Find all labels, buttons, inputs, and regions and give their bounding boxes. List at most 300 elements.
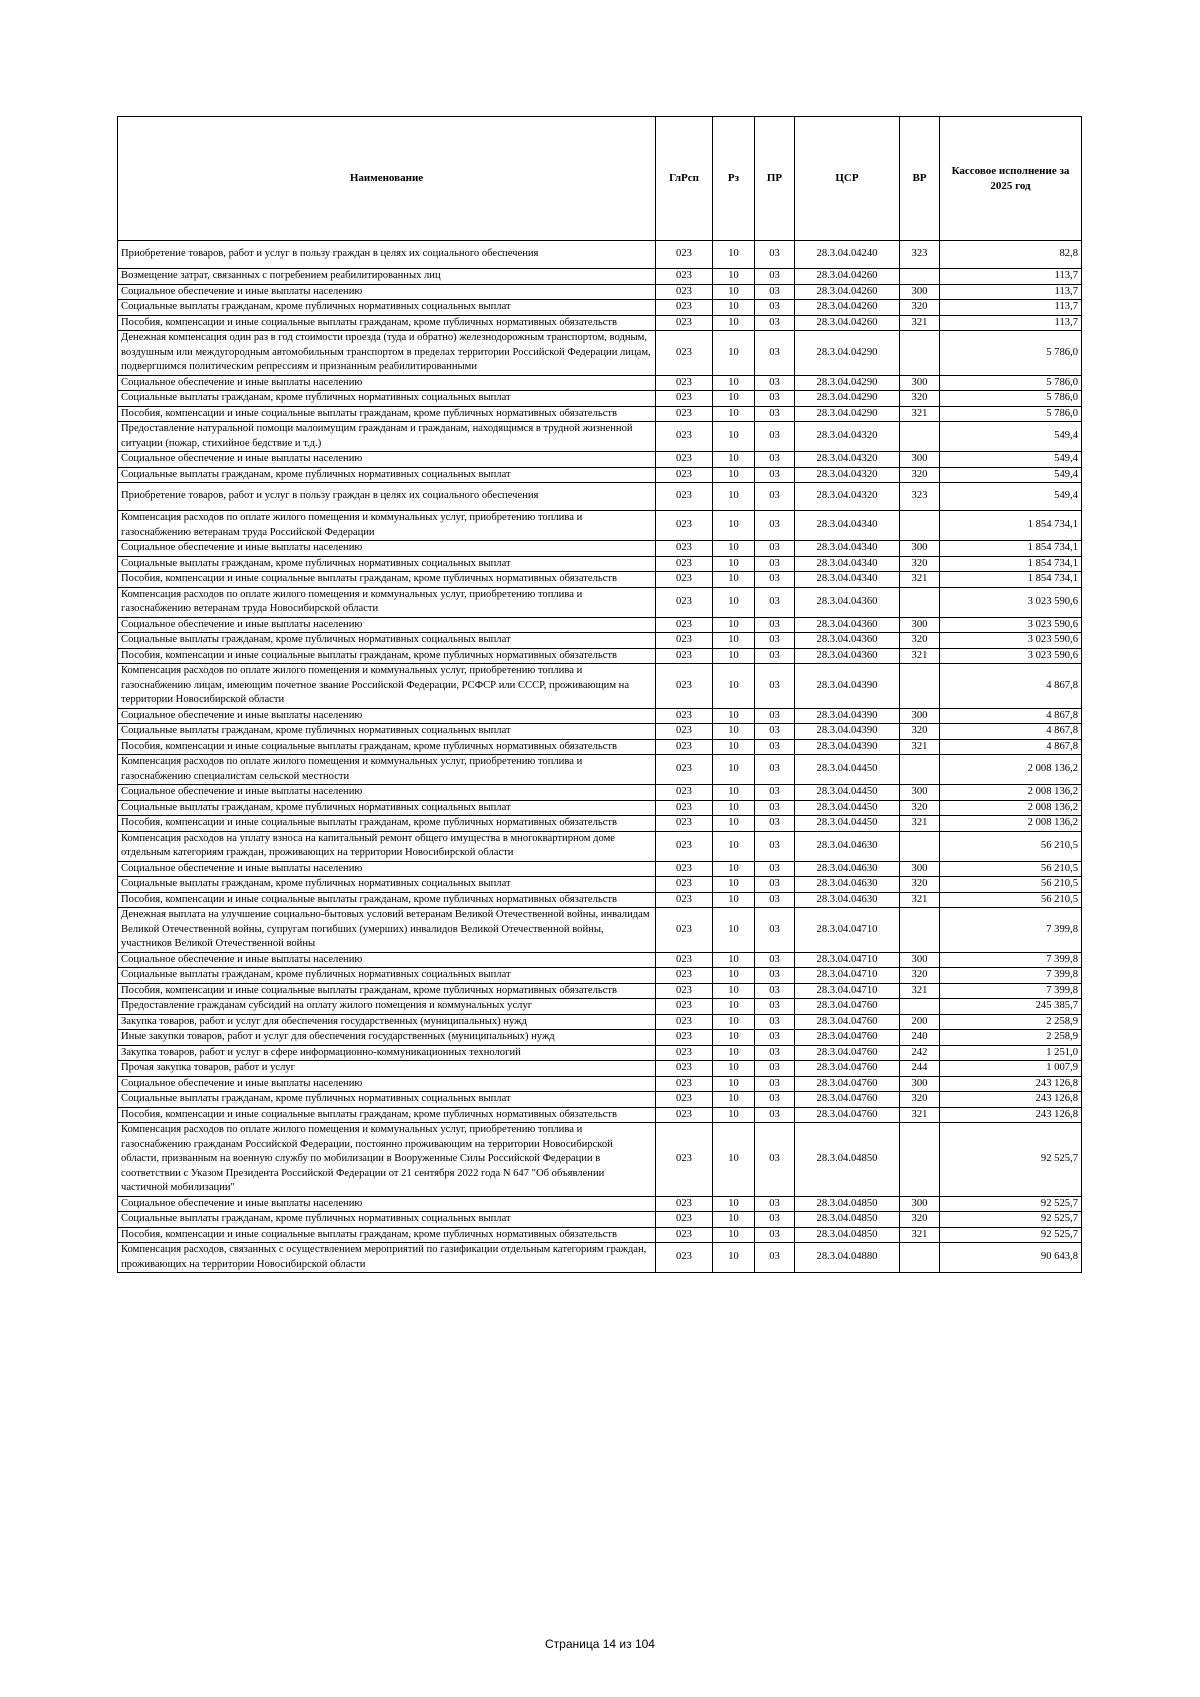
table-row: [118, 587, 1082, 617]
cell-name: Пособия, компенсации и иные социальные выплаты гражданам, кроме публичных нормативных обязательств: [118, 1227, 656, 1243]
cell-rz: 10: [713, 1123, 755, 1197]
cell-grs: 023: [656, 724, 713, 740]
cell-rz: 10: [713, 467, 755, 483]
cell-vr: 242: [900, 1045, 940, 1061]
table-row: [118, 664, 1082, 709]
cell-rz: 10: [713, 541, 755, 557]
table-row: [118, 467, 1082, 483]
table-row: [118, 1014, 1082, 1030]
cell-csr: 28.3.04.04630: [795, 831, 900, 861]
cell-amount: 56 210,5: [940, 831, 1082, 861]
cell-grs: 023: [656, 467, 713, 483]
table-row: [118, 391, 1082, 407]
cell-pr: 03: [755, 315, 795, 331]
cell-amount: 92 525,7: [940, 1212, 1082, 1228]
table-row: [118, 1076, 1082, 1092]
cell-pr: 03: [755, 877, 795, 893]
cell-csr: 28.3.04.04760: [795, 999, 900, 1015]
table-row: [118, 269, 1082, 285]
cell-name: Пособия, компенсации и иные социальные выплаты гражданам, кроме публичных нормативных обязательств: [118, 315, 656, 331]
cell-amount: 92 525,7: [940, 1123, 1082, 1197]
cell-csr: 28.3.04.04760: [795, 1045, 900, 1061]
cell-pr: 03: [755, 483, 795, 511]
cell-grs: 023: [656, 755, 713, 785]
page-number: Страница 14 из 104: [545, 1637, 655, 1651]
cell-grs: 023: [656, 1123, 713, 1197]
cell-pr: 03: [755, 664, 795, 709]
cell-pr: 03: [755, 968, 795, 984]
cell-rz: 10: [713, 1030, 755, 1046]
cell-pr: 03: [755, 587, 795, 617]
cell-amount: 90 643,8: [940, 1243, 1082, 1273]
cell-pr: 03: [755, 1107, 795, 1123]
cell-rz: 10: [713, 315, 755, 331]
cell-vr: [900, 999, 940, 1015]
cell-pr: 03: [755, 908, 795, 953]
cell-grs: 023: [656, 739, 713, 755]
budget-execution-table: [117, 116, 1082, 1273]
cell-csr: 28.3.04.04260: [795, 269, 900, 285]
cell-amount: 7 399,8: [940, 983, 1082, 999]
cell-amount: 1 251,0: [940, 1045, 1082, 1061]
cell-grs: 023: [656, 785, 713, 801]
cell-amount: 243 126,8: [940, 1076, 1082, 1092]
cell-amount: 7 399,8: [940, 908, 1082, 953]
cell-grs: 023: [656, 1212, 713, 1228]
cell-csr: 28.3.04.04760: [795, 1061, 900, 1077]
table-row: [118, 556, 1082, 572]
cell-rz: 10: [713, 1092, 755, 1108]
cell-amount: 4 867,8: [940, 739, 1082, 755]
cell-rz: 10: [713, 572, 755, 588]
cell-pr: 03: [755, 1092, 795, 1108]
table-row: [118, 1030, 1082, 1046]
cell-vr: [900, 1243, 940, 1273]
cell-pr: 03: [755, 1076, 795, 1092]
cell-csr: 28.3.04.04390: [795, 724, 900, 740]
cell-rz: 10: [713, 785, 755, 801]
cell-grs: 023: [656, 877, 713, 893]
cell-name: Денежная компенсация один раз в год стоимости проезда (туда и обратно) железнодорожным транспортом, водным, воздушным или междугородным автомобильным транспортом в пределах территории Российской Федерации лицам, подвергшимся политическим репрессиям и признанным реабилитированными: [118, 331, 656, 376]
cell-vr: [900, 269, 940, 285]
cell-rz: 10: [713, 269, 755, 285]
cell-pr: 03: [755, 1014, 795, 1030]
cell-pr: 03: [755, 1045, 795, 1061]
cell-grs: 023: [656, 1092, 713, 1108]
cell-amount: 549,4: [940, 452, 1082, 468]
cell-rz: 10: [713, 816, 755, 832]
cell-pr: 03: [755, 1061, 795, 1077]
table-row: [118, 648, 1082, 664]
cell-name: Социальное обеспечение и иные выплаты населению: [118, 1196, 656, 1212]
cell-rz: 10: [713, 648, 755, 664]
cell-name: Социальное обеспечение и иные выплаты населению: [118, 861, 656, 877]
cell-name: Возмещение затрат, связанных с погребением реабилитированных лиц: [118, 269, 656, 285]
cell-csr: 28.3.04.04710: [795, 908, 900, 953]
cell-grs: 023: [656, 556, 713, 572]
cell-name: Компенсация расходов, связанных с осуществлением мероприятий по газификации отдельным категориям граждан, проживающих на территории Новосибирской области: [118, 1243, 656, 1273]
cell-rz: 10: [713, 664, 755, 709]
cell-pr: 03: [755, 861, 795, 877]
cell-name: Социальное обеспечение и иные выплаты населению: [118, 284, 656, 300]
cell-vr: 321: [900, 648, 940, 664]
cell-vr: [900, 587, 940, 617]
cell-name: Социальные выплаты гражданам, кроме публичных нормативных социальных выплат: [118, 391, 656, 407]
cell-rz: 10: [713, 241, 755, 269]
table-row: [118, 968, 1082, 984]
cell-csr: 28.3.04.04240: [795, 241, 900, 269]
cell-grs: 023: [656, 300, 713, 316]
table-row: [118, 1196, 1082, 1212]
cell-name: Пособия, компенсации и иные социальные выплаты гражданам, кроме публичных нормативных обязательств: [118, 739, 656, 755]
cell-amount: 1 854 734,1: [940, 541, 1082, 557]
cell-csr: 28.3.04.04320: [795, 483, 900, 511]
cell-vr: 321: [900, 1227, 940, 1243]
table-row: [118, 541, 1082, 557]
cell-rz: 10: [713, 1107, 755, 1123]
cell-vr: 323: [900, 483, 940, 511]
cell-vr: 200: [900, 1014, 940, 1030]
cell-amount: 56 210,5: [940, 861, 1082, 877]
cell-grs: 023: [656, 406, 713, 422]
cell-grs: 023: [656, 892, 713, 908]
cell-pr: 03: [755, 755, 795, 785]
cell-name: Предоставление гражданам субсидий на оплату жилого помещения и коммунальных услуг: [118, 999, 656, 1015]
cell-amount: 3 023 590,6: [940, 617, 1082, 633]
cell-pr: 03: [755, 406, 795, 422]
cell-pr: 03: [755, 1212, 795, 1228]
cell-rz: 10: [713, 422, 755, 452]
table-row: [118, 1107, 1082, 1123]
cell-grs: 023: [656, 1014, 713, 1030]
cell-name: Пособия, компенсации и иные социальные выплаты гражданам, кроме публичных нормативных обязательств: [118, 892, 656, 908]
cell-csr: 28.3.04.04850: [795, 1212, 900, 1228]
cell-grs: 023: [656, 664, 713, 709]
cell-amount: 4 867,8: [940, 664, 1082, 709]
cell-vr: 244: [900, 1061, 940, 1077]
cell-amount: 3 023 590,6: [940, 633, 1082, 649]
cell-grs: 023: [656, 617, 713, 633]
header-csr: ЦСР: [795, 117, 900, 241]
cell-grs: 023: [656, 983, 713, 999]
table-row: [118, 617, 1082, 633]
cell-csr: 28.3.04.04850: [795, 1227, 900, 1243]
cell-amount: 2 008 136,2: [940, 800, 1082, 816]
cell-csr: 28.3.04.04360: [795, 648, 900, 664]
cell-pr: 03: [755, 739, 795, 755]
cell-rz: 10: [713, 300, 755, 316]
cell-name: Приобретение товаров, работ и услуг в пользу граждан в целях их социального обеспечения: [118, 241, 656, 269]
cell-vr: 300: [900, 284, 940, 300]
cell-pr: 03: [755, 1227, 795, 1243]
cell-rz: 10: [713, 861, 755, 877]
cell-vr: [900, 831, 940, 861]
cell-vr: 320: [900, 391, 940, 407]
cell-grs: 023: [656, 422, 713, 452]
cell-amount: 5 786,0: [940, 375, 1082, 391]
cell-pr: 03: [755, 1243, 795, 1273]
cell-csr: 28.3.04.04320: [795, 422, 900, 452]
cell-name: Социальное обеспечение и иные выплаты населению: [118, 1076, 656, 1092]
cell-pr: 03: [755, 617, 795, 633]
cell-pr: 03: [755, 999, 795, 1015]
cell-csr: 28.3.04.04340: [795, 541, 900, 557]
cell-pr: 03: [755, 1196, 795, 1212]
table-row: [118, 739, 1082, 755]
cell-amount: 549,4: [940, 422, 1082, 452]
header-rz: Рз: [713, 117, 755, 241]
table-row: [118, 861, 1082, 877]
cell-pr: 03: [755, 816, 795, 832]
cell-vr: 300: [900, 785, 940, 801]
cell-vr: 320: [900, 1212, 940, 1228]
cell-vr: 320: [900, 724, 940, 740]
cell-grs: 023: [656, 1227, 713, 1243]
cell-vr: 300: [900, 617, 940, 633]
cell-pr: 03: [755, 241, 795, 269]
cell-name: Социальные выплаты гражданам, кроме публичных нормативных социальных выплат: [118, 800, 656, 816]
cell-rz: 10: [713, 331, 755, 376]
cell-name: Социальные выплаты гражданам, кроме публичных нормативных социальных выплат: [118, 1092, 656, 1108]
cell-grs: 023: [656, 284, 713, 300]
table-row: [118, 831, 1082, 861]
cell-vr: 321: [900, 816, 940, 832]
cell-rz: 10: [713, 452, 755, 468]
cell-csr: 28.3.04.04360: [795, 587, 900, 617]
cell-pr: 03: [755, 556, 795, 572]
table-row: [118, 1227, 1082, 1243]
cell-vr: [900, 511, 940, 541]
table-body: [118, 241, 1082, 1273]
cell-pr: 03: [755, 391, 795, 407]
table-row: [118, 892, 1082, 908]
header-grs: ГлРсп: [656, 117, 713, 241]
cell-vr: 323: [900, 241, 940, 269]
cell-rz: 10: [713, 708, 755, 724]
cell-rz: 10: [713, 999, 755, 1015]
table-row: [118, 315, 1082, 331]
cell-pr: 03: [755, 1123, 795, 1197]
table-row: [118, 785, 1082, 801]
cell-csr: 28.3.04.04760: [795, 1107, 900, 1123]
cell-amount: 243 126,8: [940, 1092, 1082, 1108]
cell-pr: 03: [755, 708, 795, 724]
cell-csr: 28.3.04.04450: [795, 816, 900, 832]
cell-rz: 10: [713, 983, 755, 999]
table-row: [118, 422, 1082, 452]
cell-grs: 023: [656, 511, 713, 541]
cell-amount: 1 854 734,1: [940, 572, 1082, 588]
cell-amount: 549,4: [940, 467, 1082, 483]
cell-rz: 10: [713, 483, 755, 511]
cell-vr: 321: [900, 572, 940, 588]
cell-rz: 10: [713, 892, 755, 908]
cell-csr: 28.3.04.04390: [795, 708, 900, 724]
cell-amount: 7 399,8: [940, 952, 1082, 968]
cell-name: Компенсация расходов по оплате жилого помещения и коммунальных услуг, приобретению топлива и газоснабжению ветеранам труда Российской Федерации: [118, 511, 656, 541]
cell-csr: 28.3.04.04340: [795, 511, 900, 541]
cell-rz: 10: [713, 724, 755, 740]
cell-amount: 2 008 136,2: [940, 816, 1082, 832]
cell-rz: 10: [713, 1045, 755, 1061]
cell-vr: 320: [900, 467, 940, 483]
cell-name: Социальное обеспечение и иные выплаты населению: [118, 617, 656, 633]
cell-csr: 28.3.04.04450: [795, 785, 900, 801]
table-row: [118, 908, 1082, 953]
cell-csr: 28.3.04.04710: [795, 983, 900, 999]
table-row: [118, 241, 1082, 269]
cell-amount: 3 023 590,6: [940, 587, 1082, 617]
cell-amount: 1 854 734,1: [940, 556, 1082, 572]
table-row: [118, 708, 1082, 724]
cell-name: Компенсация расходов по оплате жилого помещения и коммунальных услуг, приобретению топлива и газоснабжению лицам, имеющим почетное звание Российской Федерации, РСФСР или СССР, проживающим на территории Новосибирской области: [118, 664, 656, 709]
cell-pr: 03: [755, 269, 795, 285]
cell-amount: 243 126,8: [940, 1107, 1082, 1123]
cell-amount: 1 007,9: [940, 1061, 1082, 1077]
cell-name: Социальные выплаты гражданам, кроме публичных нормативных социальных выплат: [118, 300, 656, 316]
cell-amount: 82,8: [940, 241, 1082, 269]
cell-rz: 10: [713, 831, 755, 861]
cell-vr: 320: [900, 877, 940, 893]
cell-grs: 023: [656, 908, 713, 953]
table-row: [118, 1212, 1082, 1228]
cell-name: Пособия, компенсации и иные социальные выплаты гражданам, кроме публичных нормативных обязательств: [118, 572, 656, 588]
cell-rz: 10: [713, 406, 755, 422]
cell-name: Пособия, компенсации и иные социальные выплаты гражданам, кроме публичных нормативных обязательств: [118, 648, 656, 664]
table-row: [118, 1061, 1082, 1077]
cell-grs: 023: [656, 816, 713, 832]
cell-pr: 03: [755, 467, 795, 483]
table-row: [118, 633, 1082, 649]
table-row: [118, 331, 1082, 376]
cell-rz: 10: [713, 739, 755, 755]
cell-grs: 023: [656, 541, 713, 557]
cell-vr: 300: [900, 708, 940, 724]
table-row: [118, 755, 1082, 785]
cell-rz: 10: [713, 1196, 755, 1212]
cell-grs: 023: [656, 241, 713, 269]
cell-name: Социальное обеспечение и иные выплаты населению: [118, 375, 656, 391]
cell-rz: 10: [713, 1243, 755, 1273]
cell-vr: 321: [900, 983, 940, 999]
cell-grs: 023: [656, 391, 713, 407]
cell-amount: 113,7: [940, 269, 1082, 285]
cell-csr: 28.3.04.04320: [795, 452, 900, 468]
cell-vr: 321: [900, 1107, 940, 1123]
cell-amount: 92 525,7: [940, 1196, 1082, 1212]
cell-csr: 28.3.04.04390: [795, 664, 900, 709]
cell-vr: 300: [900, 541, 940, 557]
cell-name: Социальное обеспечение и иные выплаты населению: [118, 708, 656, 724]
cell-grs: 023: [656, 587, 713, 617]
cell-grs: 023: [656, 331, 713, 376]
table-row: [118, 999, 1082, 1015]
cell-pr: 03: [755, 892, 795, 908]
cell-grs: 023: [656, 375, 713, 391]
cell-name: Социальное обеспечение и иные выплаты населению: [118, 952, 656, 968]
cell-pr: 03: [755, 1030, 795, 1046]
cell-csr: 28.3.04.04450: [795, 755, 900, 785]
cell-csr: 28.3.04.04880: [795, 1243, 900, 1273]
cell-name: Пособия, компенсации и иные социальные выплаты гражданам, кроме публичных нормативных обязательств: [118, 816, 656, 832]
cell-amount: 5 786,0: [940, 406, 1082, 422]
table-row: [118, 375, 1082, 391]
table-row: [118, 1243, 1082, 1273]
cell-grs: 023: [656, 483, 713, 511]
cell-name: Закупка товаров, работ и услуг в сфере информационно-коммуникационных технологий: [118, 1045, 656, 1061]
cell-vr: 321: [900, 315, 940, 331]
cell-csr: 28.3.04.04360: [795, 617, 900, 633]
cell-csr: 28.3.04.04260: [795, 284, 900, 300]
cell-amount: 2 258,9: [940, 1014, 1082, 1030]
cell-rz: 10: [713, 391, 755, 407]
header-vr: ВР: [900, 117, 940, 241]
cell-amount: 4 867,8: [940, 724, 1082, 740]
cell-csr: 28.3.04.04850: [795, 1123, 900, 1197]
cell-pr: 03: [755, 511, 795, 541]
cell-rz: 10: [713, 908, 755, 953]
cell-amount: 113,7: [940, 284, 1082, 300]
cell-rz: 10: [713, 375, 755, 391]
table-row: [118, 800, 1082, 816]
cell-grs: 023: [656, 1045, 713, 1061]
cell-rz: 10: [713, 284, 755, 300]
cell-name: Социальное обеспечение и иные выплаты населению: [118, 785, 656, 801]
cell-csr: 28.3.04.04340: [795, 572, 900, 588]
cell-amount: 549,4: [940, 483, 1082, 511]
header-amount: Кассовое исполнение за 2025 год: [940, 117, 1082, 241]
cell-grs: 023: [656, 1196, 713, 1212]
cell-name: Компенсация расходов по оплате жилого помещения и коммунальных услуг, приобретению топлива и газоснабжению ветеранам труда Новосибирской области: [118, 587, 656, 617]
cell-name: Социальные выплаты гражданам, кроме публичных нормативных социальных выплат: [118, 633, 656, 649]
cell-name: Закупка товаров, работ и услуг для обеспечения государственных (муниципальных) нужд: [118, 1014, 656, 1030]
cell-grs: 023: [656, 968, 713, 984]
cell-rz: 10: [713, 755, 755, 785]
cell-amount: 3 023 590,6: [940, 648, 1082, 664]
cell-vr: [900, 422, 940, 452]
cell-vr: 240: [900, 1030, 940, 1046]
cell-csr: 28.3.04.04450: [795, 800, 900, 816]
cell-amount: 1 854 734,1: [940, 511, 1082, 541]
cell-name: Пособия, компенсации и иные социальные выплаты гражданам, кроме публичных нормативных обязательств: [118, 1107, 656, 1123]
cell-grs: 023: [656, 708, 713, 724]
table-row: [118, 483, 1082, 511]
cell-name: Социальные выплаты гражданам, кроме публичных нормативных социальных выплат: [118, 556, 656, 572]
cell-name: Социальные выплаты гражданам, кроме публичных нормативных социальных выплат: [118, 968, 656, 984]
cell-grs: 023: [656, 999, 713, 1015]
cell-vr: 321: [900, 739, 940, 755]
cell-grs: 023: [656, 1107, 713, 1123]
cell-csr: 28.3.04.04710: [795, 968, 900, 984]
cell-amount: 2 008 136,2: [940, 785, 1082, 801]
cell-vr: 300: [900, 861, 940, 877]
cell-csr: 28.3.04.04850: [795, 1196, 900, 1212]
table-row: [118, 406, 1082, 422]
cell-amount: 56 210,5: [940, 877, 1082, 893]
cell-csr: 28.3.04.04360: [795, 633, 900, 649]
cell-grs: 023: [656, 952, 713, 968]
cell-name: Компенсация расходов на уплату взноса на капитальный ремонт общего имущества в многоквартирном доме отдельным категориям граждан, проживающих на территории Новосибирской области: [118, 831, 656, 861]
cell-pr: 03: [755, 800, 795, 816]
cell-rz: 10: [713, 1061, 755, 1077]
cell-pr: 03: [755, 831, 795, 861]
cell-pr: 03: [755, 452, 795, 468]
cell-name: Пособия, компенсации и иные социальные выплаты гражданам, кроме публичных нормативных обязательств: [118, 983, 656, 999]
cell-name: Денежная выплата на улучшение социально-бытовых условий ветеранам Великой Отечественной войны, инвалидам Великой Отечественной войны, супругам погибших (умерших) инвалидов Великой Отечественной войны, участников Великой Отечественной войны: [118, 908, 656, 953]
cell-pr: 03: [755, 785, 795, 801]
cell-name: Социальные выплаты гражданам, кроме публичных нормативных социальных выплат: [118, 877, 656, 893]
cell-csr: 28.3.04.04290: [795, 406, 900, 422]
